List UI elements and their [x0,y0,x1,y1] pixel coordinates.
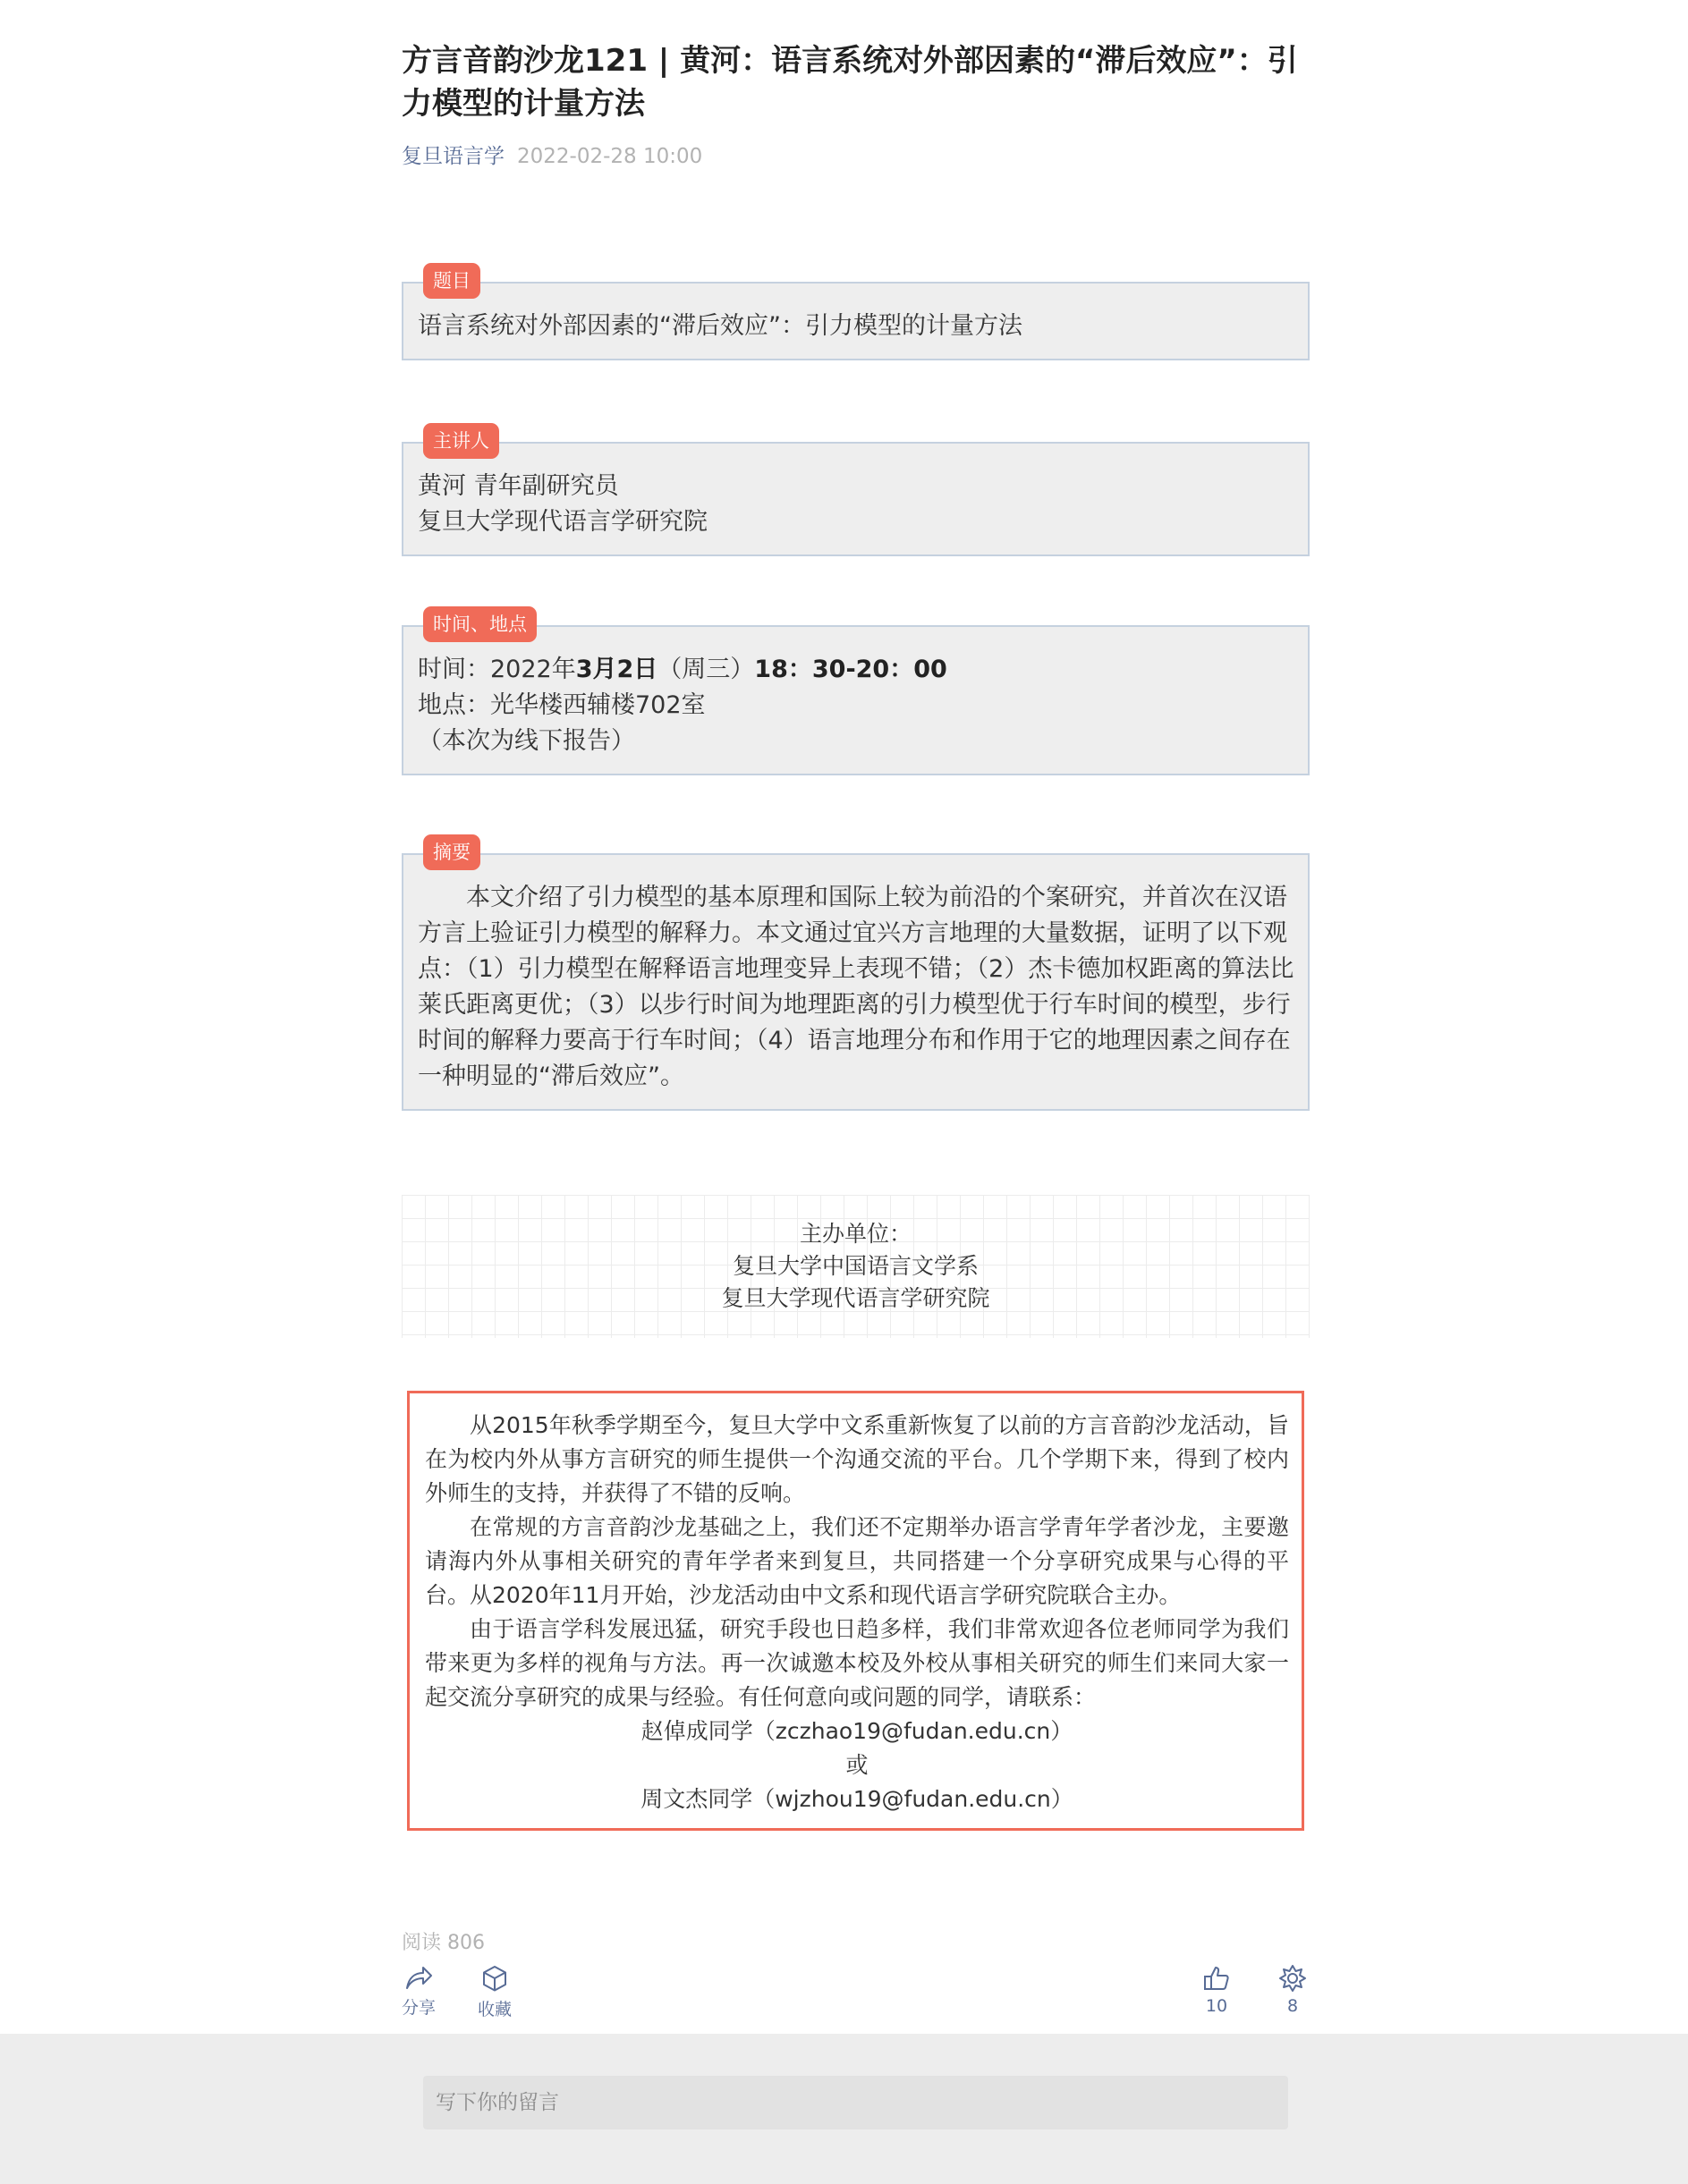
share-label: 分享 [401,1998,436,2018]
flower-icon [1278,1964,1307,1993]
thumbs-up-icon [1202,1964,1231,1993]
like-button[interactable] [1190,1964,1243,2016]
intro-paragraph-3: 由于语言学科发展迅猛，研究手段也日趋多样，我们非常欢迎各位老师同学为我们带来更为多样的视角与方法。再一次诚邀本校及外校从事相关研究的师生们来同大家一起交流分享研究的成果与经验。有任何意向或问题的同学，请联系： [425,1616,1289,1710]
comment-bar [0,2034,1688,2184]
abstract-text: 本文介绍了引力模型的基本原理和国际上较为前沿的个案研究，并首次在汉语方言上验证引力模型的解释力。本文通过宜兴方言地理的大量数据，证明了以下观点：（1）引力模型在解释语言地理变异上表现不错；（2）杰卡德加权距离的算法比莱氏距离更优；（3）以步行时间为地理距离的引力模型优于行车时间的模型，步行时间的解释力要高于行车时间；（4）语言地理分布和作用于它的地理因素之间存在一种明显的“滞后效应”。 [418,884,1294,1090]
time-date: 3月2日 [575,656,658,683]
abstract-body [403,855,1308,1105]
abstract-box [402,842,1310,1111]
topic-tag: 题目 [423,263,480,299]
abstract-tag: 摘要 [423,834,480,870]
sponsor-org-2: 复旦大学现代语言学研究院 [721,1285,990,1311]
topic-box [402,270,1310,360]
time-place-body [403,627,1308,770]
article-title: 方言音韵沙龙121 | 黄河：语言系统对外部因素的“滞后效应”：引力模型的计量方法 [402,43,1298,122]
read-count: 阅读 806 [402,1932,485,1954]
account-name-link[interactable]: 复旦语言学 [402,145,505,168]
sponsor-org-1: 复旦大学中国语言文学系 [732,1253,979,1279]
share-arrow-icon [403,1964,434,1991]
time-prefix: 时间：2022年 [418,656,576,683]
favorite-button[interactable] [468,1964,522,2020]
like-count: 10 [1205,1996,1228,2016]
contact-or: 或 [845,1752,869,1778]
format-note: （本次为线下报告） [418,727,635,755]
cube-icon [480,1964,509,1993]
contact-2: 周文杰同学（wjzhou19@fudan.edu.cn） [640,1786,1073,1812]
comment-input[interactable]: 写下你的留言 [423,2076,1288,2129]
contact-1: 赵倬成同学（zczhao19@fudan.edu.cn） [640,1718,1073,1744]
article-header [402,39,1310,170]
sponsor-label: 主办单位： [799,1221,912,1247]
favorite-label: 收藏 [477,2000,512,2019]
time-hours: 18：30-20：00 [754,656,947,683]
place-line: 地点：光华楼西辅楼702室 [418,691,706,719]
share-button[interactable] [392,1964,445,2019]
speaker-body [403,444,1308,551]
topic-body [403,284,1308,355]
wow-count: 8 [1286,1996,1299,2016]
intro-paragraph-1: 从2015年秋季学期至今，复旦大学中文系重新恢复了以前的方言音韵沙龙活动，旨在为校内外从事方言研究的师生提供一个沟通交流的平台。几个学期下来，得到了校内外师生的支持，并获得了不错的反响。 [425,1412,1289,1506]
speaker-name: 黄河 青年副研究员 [418,472,619,500]
intro-paragraph-2: 在常规的方言音韵沙龙基础之上，我们还不定期举办语言学青年学者沙龙，主要邀请海内外从事相关研究的青年学者来到复旦，共同搭建一个分享研究成果与心得的平台。从2020年11月开始，沙龙活动由中文系和现代语言学研究院联合主办。 [425,1514,1289,1608]
time-place-box [402,614,1310,775]
speaker-box [402,430,1310,556]
salon-intro-box [407,1391,1304,1831]
speaker-tag: 主讲人 [423,423,499,459]
publish-date: 2022-02-28 10:00 [517,145,703,168]
topic-text: 语言系统对外部因素的“滞后效应”：引力模型的计量方法 [418,312,1022,340]
wow-button[interactable] [1266,1964,1319,2016]
time-weekday: （周三） [657,656,755,683]
sponsor-section [402,1195,1310,1338]
speaker-affiliation: 复旦大学现代语言学研究院 [418,508,708,536]
time-line [418,652,1295,688]
time-place-tag: 时间、地点 [423,606,537,642]
article-meta [402,143,1310,170]
